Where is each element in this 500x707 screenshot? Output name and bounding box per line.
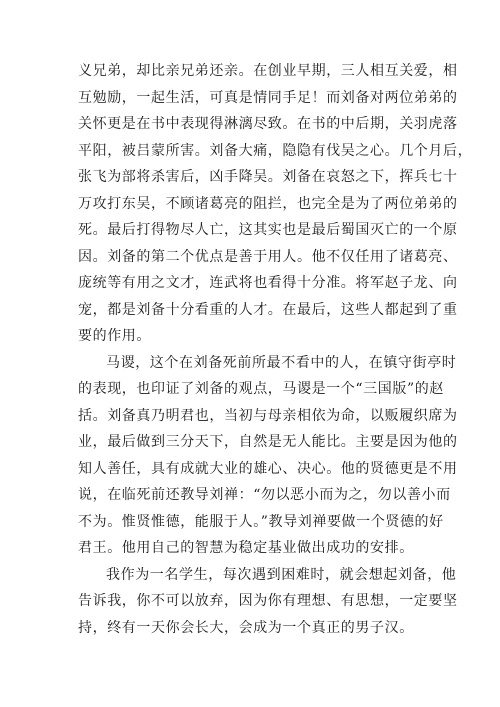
text-line: 死。最后打得物尽人亡，这其实也是最后蜀国灭亡的一个原 [78,222,458,238]
text-line: 义兄弟，却比亲兄弟还亲。在创业早期，三人相互关爱，相 [78,63,458,79]
text-line: 持，终有一天你会长大，会成为一个真正的男子汉。 [78,619,414,636]
paragraph-3 [78,562,458,642]
text-line: 宠，都是刘备十分看重的人才。在最后，这些人都起到了重 [78,301,458,318]
text-line: 业，最后做到三分天下，自然是无人能比。主要是因为他的 [78,434,458,450]
text-line: 说，在临死前还教导刘禅：“勿以恶小而为之，勿以善小而 [78,487,451,503]
text-line: 平阳，被吕蒙所害。刘备大痛，隐隐有伐吴之心。几个月后， [78,142,473,159]
text-line: 告诉我，你不可以放弃，因为你有理想、有思想，一定要坚 [78,593,458,609]
text-line: 互勉励，一起生活，可真是情同手足！而刘备对两位弟弟的 [78,89,458,106]
text-line: 因。刘备的第二个优点是善于用人。他不仅任用了诸葛亮、 [78,248,458,265]
text-line: 知人善任，具有成就大业的雄心、决心。他的贤德更是不用 [78,460,458,477]
text-line: 不为。惟贤惟德，能服于人。”教导刘禅要做一个贤德的好 [78,513,444,530]
paragraph-2 [78,350,458,562]
text-line: 万攻打东吴，不顾诸葛亮的阻拦，也完全是为了两位弟弟的 [78,195,458,212]
text-line: 我作为一名学生，每次遇到困难时，就会想起刘备，他 [106,566,457,583]
document-body [78,58,473,641]
text-line: 马谡，这个在刘备死前所最不看中的人，在镇守街亭时 [106,354,457,371]
text-line: 括。刘备真乃明君也，当初与母亲相依为命，以贩履织席为 [78,407,458,424]
text-line: 张飞为部将杀害后，凶手降吴。刘备在哀怒之下，挥兵七十 [78,169,458,185]
text-line: 庞统等有用之文才，连武将也看得十分准。将军赵子龙、向 [78,275,458,291]
text-line: 要的作用。 [78,328,151,344]
text-line: 君王。他用自己的智慧为稳定基业做出成功的安排。 [78,540,414,556]
text-line: 的表现，也印证了刘备的观点，马谡是一个“三国版”的赵 [78,381,444,397]
text-line: 关怀更是在书中表现得淋漓尽致。在书的中后期，关羽虎落 [78,116,458,132]
paragraph-1 [78,58,473,350]
